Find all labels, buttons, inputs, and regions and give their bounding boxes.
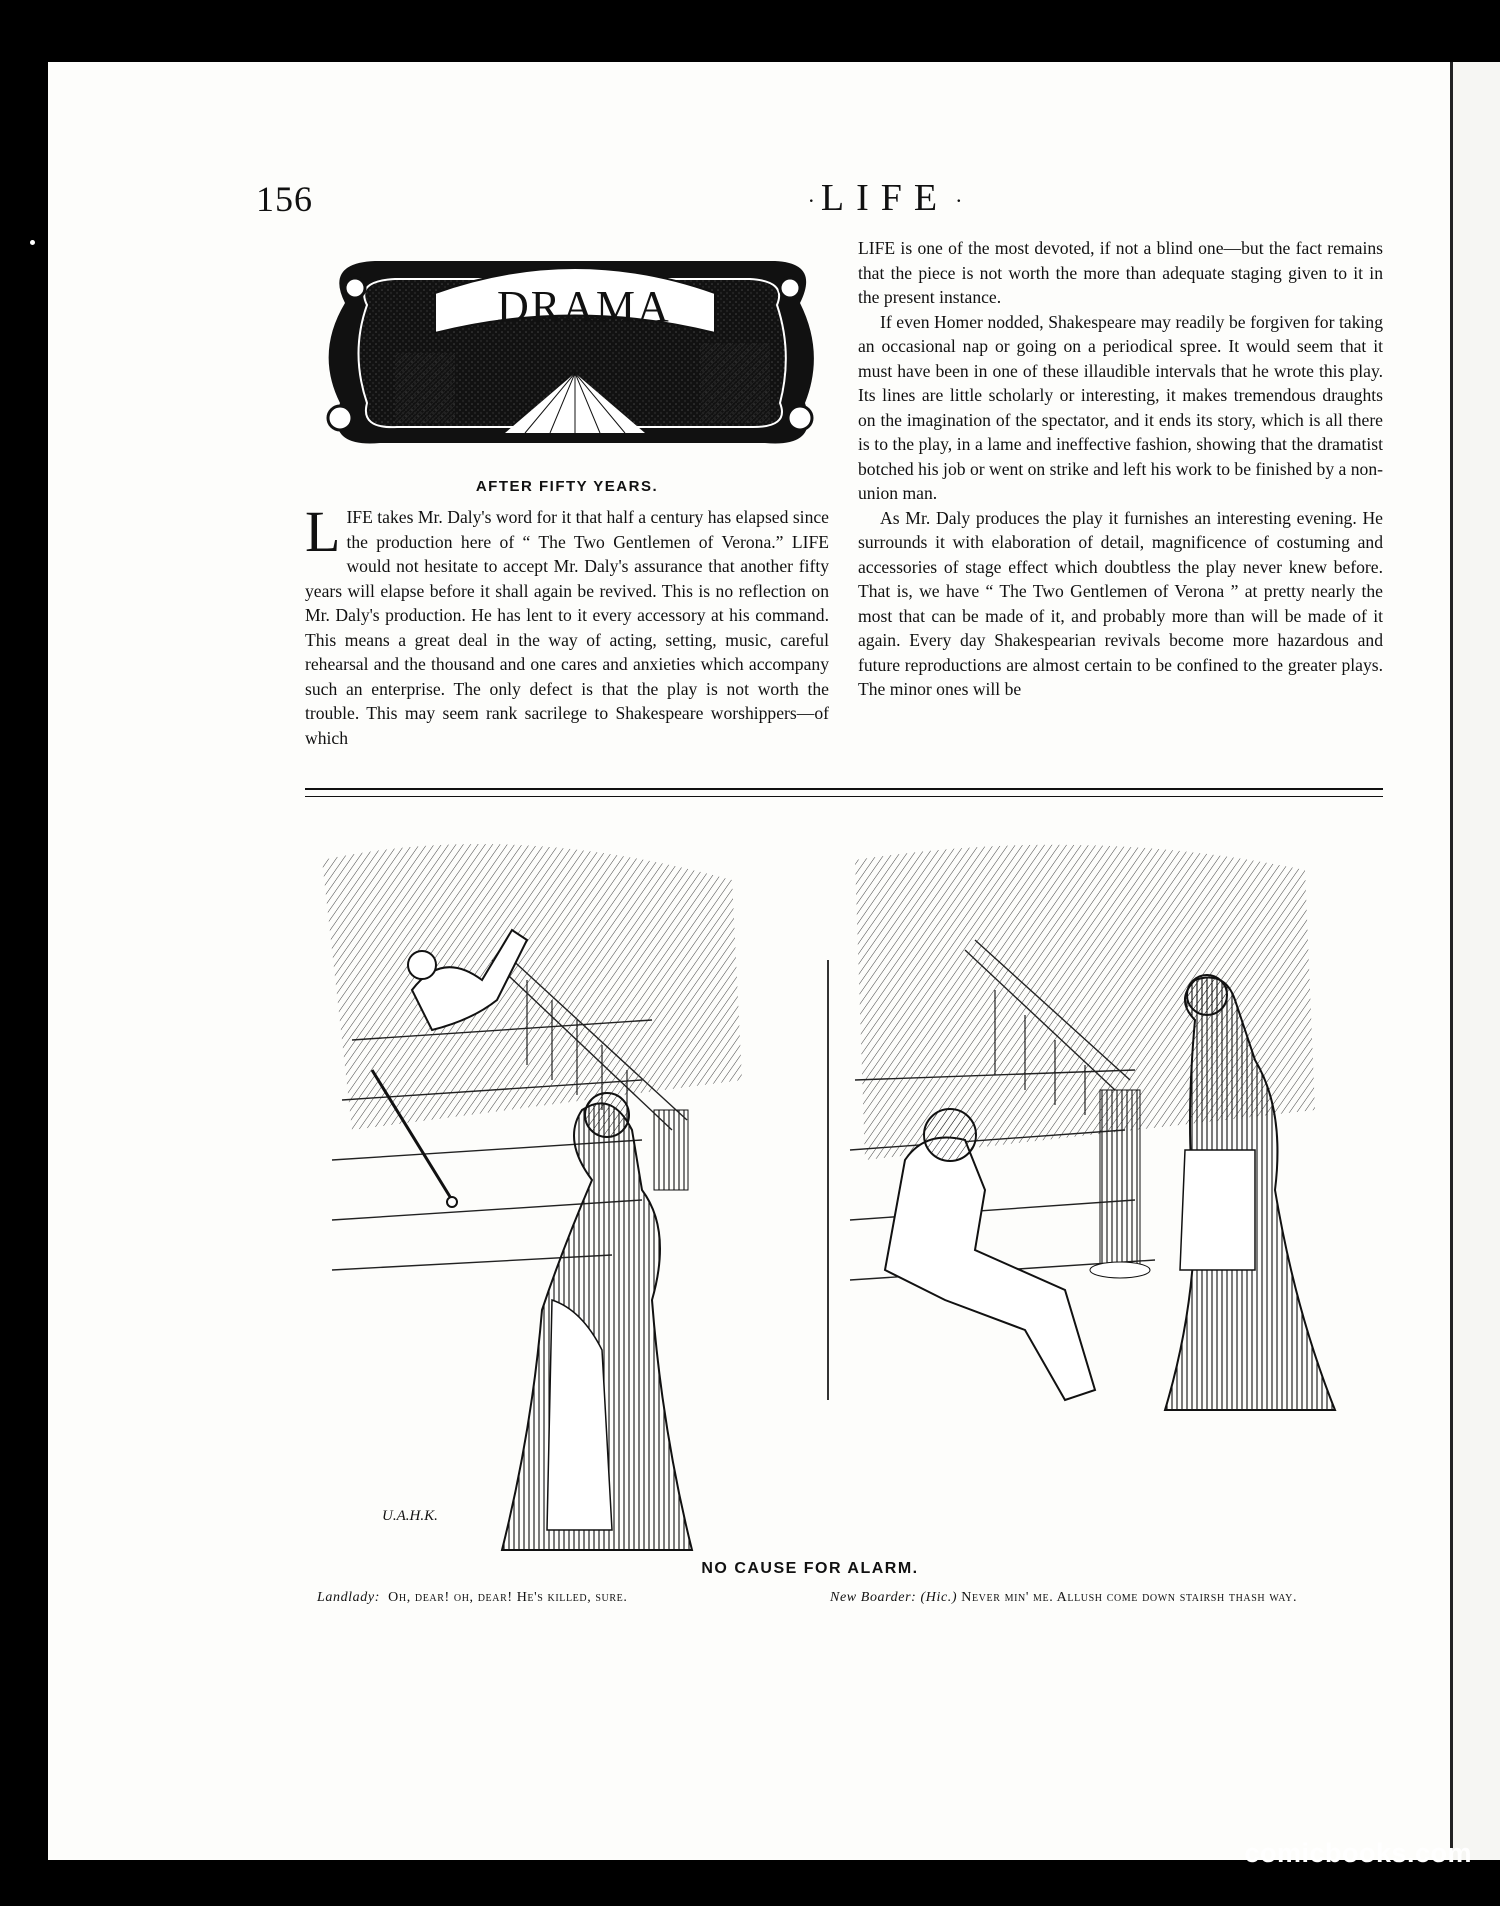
caption-landlady [317,1588,817,1608]
artist-signature: U.A.H.K. [382,1508,438,1524]
section-divider [305,788,1383,797]
cartoon-left-panel [312,830,812,1555]
cartoon-right-panel [835,830,1385,1555]
landlady-line: Oh, dear! oh, dear! He's killed, sure. [388,1590,628,1605]
drama-banner-illustration [305,243,835,458]
paragraph-text: IFE takes Mr. Daly's word for it that half a century has elapsed since the production here of “ The Two Gentlemen of Verona.” LIFE would not hesitate to accept Mr. Daly's assurance that another fifty years will elapse before it shall again be revived. This is no reflection on Mr. Daly's production. He has lent to it every accessory at his command. This means a great deal in the way of acting, setting, music, careful rehearsal and the thousand and one cares and anxieties which accompany such an enterprise. The only defect is that the play is not worth the trouble. This may seem rank sacrilege to Shakespeare worshippers—of which [305,507,829,748]
article-paragraph: If even Homer nodded, Shakespeare may readily be forgiven for taking an occasional nap or going on a periodical spree. It would seem that it must have been in one of these illaudible intervals that he wrote this play. Its lines are little scholarly or interesting, it makes tremendous draughts on the imagination of the spectator, and it ends its story, which is all there is to the play, in a lame and ineffective fashion, showing that the dramatist botched his job or went on strike and left his work to be finished by a non-union man. [858,311,1383,503]
caption-new-boarder [830,1588,1385,1608]
article-paragraph: LIFE is one of the most devoted, if not a blind one—but the fact remains that the piece is not worth the more than adequate staging given to it in the present instance. [858,238,1383,307]
watermark: comicbooks.com [1244,1838,1472,1868]
article-left-column [305,499,829,750]
drop-cap: L [305,499,341,564]
boarder-aside: (Hic.) [920,1590,958,1605]
panel-divider [827,960,829,1400]
article-paragraph [305,499,829,750]
masthead-title: LIFE [820,177,950,219]
masthead-dot-right: · [955,188,963,214]
masthead [700,176,1070,220]
speaker-new-boarder: New Boarder: [830,1590,917,1605]
facing-page-edge [1450,62,1500,1860]
cartoon-caption-title: NO CAUSE FOR ALARM. [701,1560,919,1577]
banner-title: DRAMA [497,282,671,331]
boarder-line: Never min' me. Allush come down stairsh thash way. [961,1590,1298,1605]
masthead-dot-left: · [807,188,815,214]
article-paragraph: As Mr. Daly produces the play it furnishes an interesting evening. He surrounds it with elaboration of detail, magnificence of costuming and accessories of stage effect which doubtless the play never knew before. That is, we have “ The Two Gentlemen of Verona ” at pretty nearly the most that can be made of it, and probably more than will be made of it again. Every day Shakespearian revivals become more hazardous and future reproductions are almost certain to be confined to the greater plays. The minor ones will be [858,507,1383,699]
page-number: 156 [256,179,313,219]
speaker-landlady: Landlady: [317,1590,380,1605]
article-right-column [858,236,1383,702]
scan-speck [30,240,35,245]
article-title: AFTER FIFTY YEARS. [475,478,659,495]
